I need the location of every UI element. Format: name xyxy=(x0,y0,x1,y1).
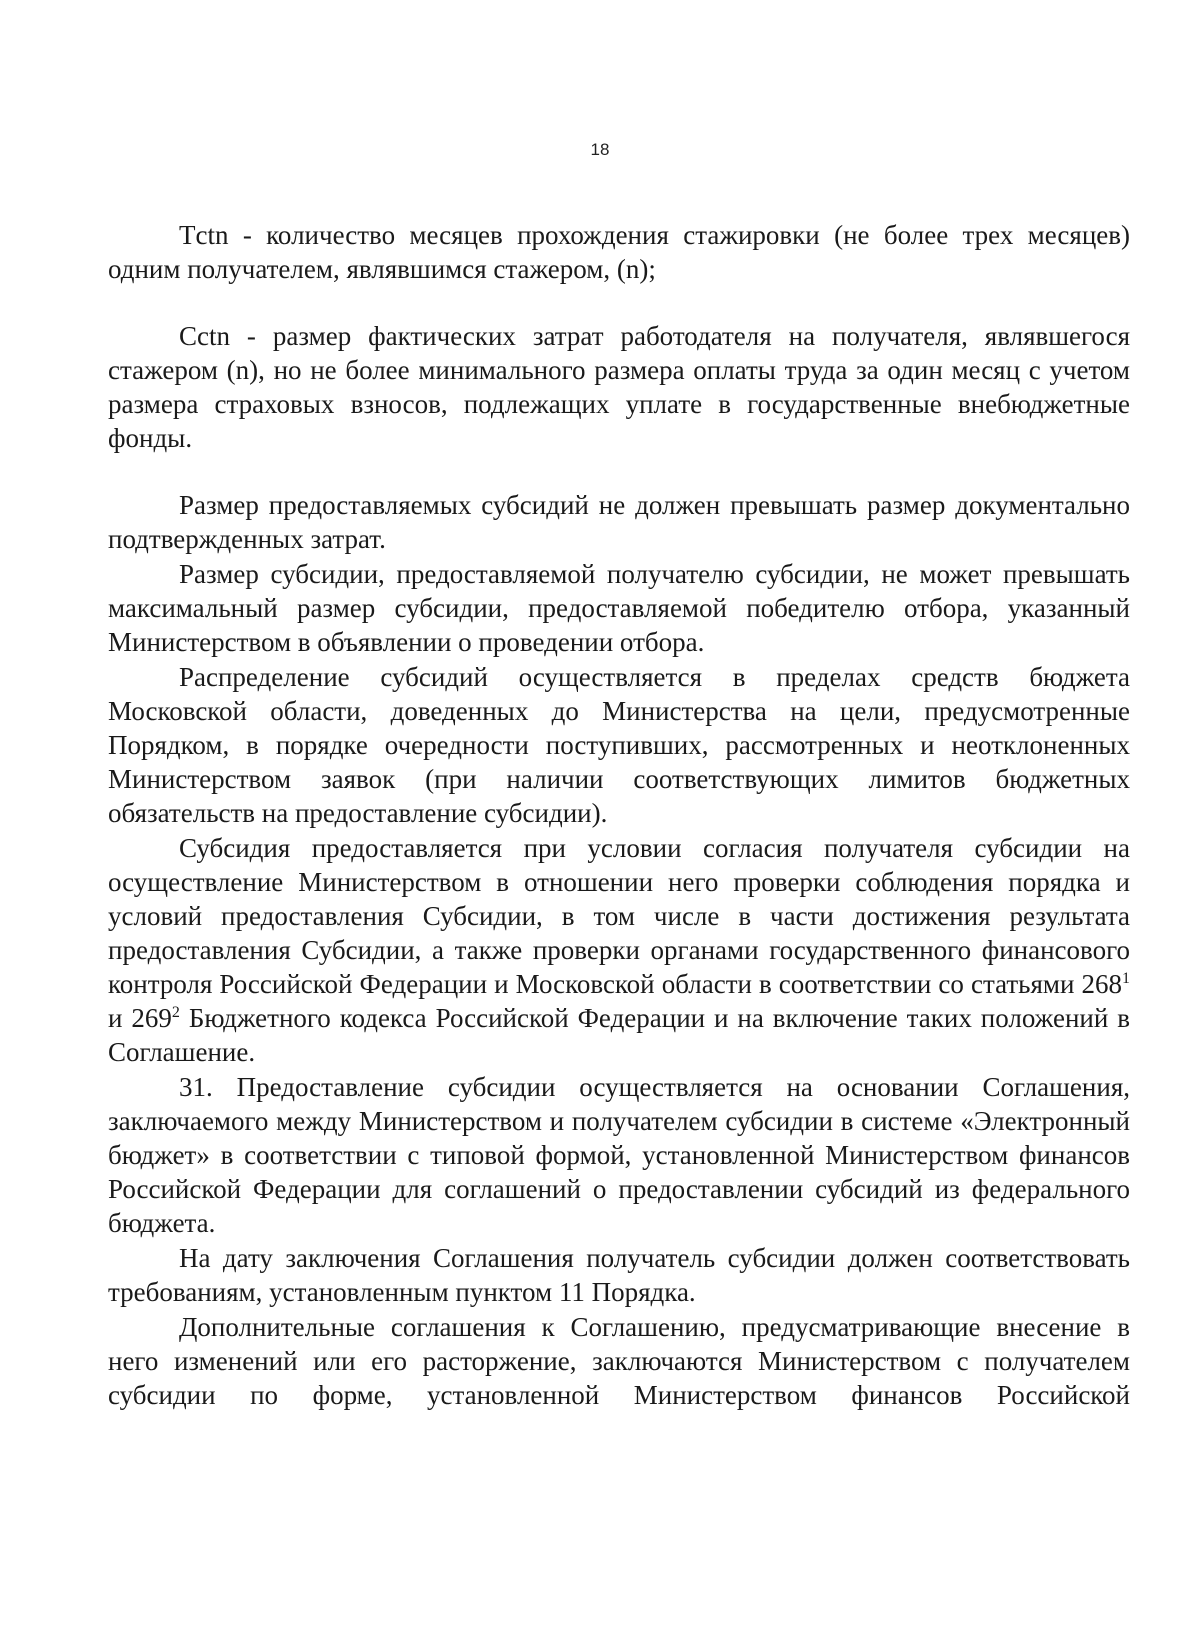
paragraph-distribution: Распределение субсидий осуществляется в пределах средств бюджета Московской области, доведенных до Министерства на цели, предусмотренные Порядком, в порядке очередности поступивших, рассмотренных и неотклоненных Министерством заявок (при наличии соответствующих лимитов бюджетных обязательств на предоставление субсидии). xyxy=(108,662,1130,828)
paragraph-cctn-definition: Cctn - размер фактических затрат работодателя на получателя, являвшегося стажером (n), но не более минимального размера оплаты труда за один месяц с учетом размера страховых взносов, подлежащих уплате в государственные внебюджетные фонды. xyxy=(108,321,1130,453)
consent-text-part3: Бюджетного кодекса Российской Федерации и на включение таких положений в Соглашение. xyxy=(108,1003,1130,1067)
paragraph-additional-agreements: Дополнительные соглашения к Соглашению, предусматривающие внесение в него изменений или его расторжение, заключаются Министерством с получателем субсидии по форме, установленной Министерством финансов Российской xyxy=(108,1312,1130,1410)
footnote-sup-1: 1 xyxy=(1122,970,1130,987)
page-number: 18 xyxy=(590,140,610,159)
paragraph-tctn-definition: Тctn - количество месяцев прохождения стажировки (не более трех месяцев) одним получателем, являвшимся стажером, (n); xyxy=(108,220,1130,284)
consent-text-part2: и 269 xyxy=(108,1003,172,1033)
footnote-sup-2: 2 xyxy=(171,1004,180,1021)
document-body xyxy=(108,218,1130,1412)
paragraph-subsidy-size: Размер предоставляемых субсидий не должен превышать размер документально подтвержденных затрат. xyxy=(108,490,1130,554)
paragraph-agreement-date: На дату заключения Соглашения получатель субсидии должен соответствовать требованиям, установленным пунктом 11 Порядка. xyxy=(108,1243,1130,1307)
paragraph-consent xyxy=(108,831,1130,1069)
consent-text-part1: Субсидия предоставляется при условии согласия получателя субсидии на осуществление Министерством в отношении него проверки соблюдения порядка и условий предоставления Субсидии, в том числе в части достижения результата предоставления Субсидии, а также проверки органами государственного финансового контроля Российской Федерации и Московской области в соответствии со статьями 268 xyxy=(108,833,1130,999)
paragraph-31: 31. Предоставление субсидии осуществляется на основании Соглашения, заключаемого между Министерством и получателем субсидии в системе «Электронный бюджет» в соответствии с типовой формой, установленной Министерством финансов Российской Федерации для соглашений о предоставлении субсидий из федерального бюджета. xyxy=(108,1072,1130,1238)
paragraph-max-subsidy: Размер субсидии, предоставляемой получателю субсидии, не может превышать максимальный размер субсидии, предоставляемой победителю отбора, указанный Министерством в объявлении о проведении отбора. xyxy=(108,559,1130,657)
